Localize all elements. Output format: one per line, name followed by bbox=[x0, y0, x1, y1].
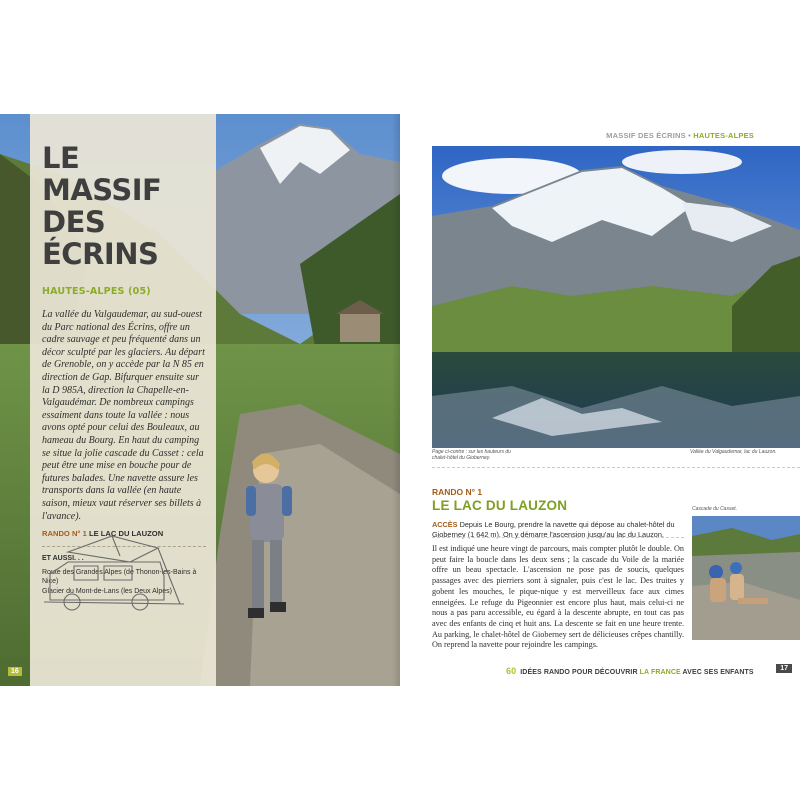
van-tent-sketch bbox=[40, 522, 190, 622]
rando-reference-label: RANDO N° 1 bbox=[42, 529, 87, 539]
page-number: 16 bbox=[8, 667, 22, 676]
photo-caption-right: Vallée du Valgaudemar, lac du Lauzon. bbox=[690, 449, 777, 455]
running-head bbox=[606, 131, 754, 140]
intro-text: La vallée du Valgaudemar, au sud-ouest du Parc national des Écrins, offre un cadre sauvage et peu fréquenté dans un décor sculpté par les glaciers. Au départ de Grenoble, on y accède par la N 85 en direction de Gap. Bifurquer ensuite sur la D 985A, direction la Chapelle-en-Valgaudémar. De nombreux campings essaiment dans toute la vallée : nous avons opté pour celui des Bouleaux, au hameau du Bourg. En haut du camping se situe la jolie cascade du Casset : cela peut être une mise en bouche pour de futures balades. Une navette assure les transports dans la vallée (en haute saison, mieux vaut réserver ses billets à l'avance). bbox=[42, 309, 205, 522]
running-head-separator: • bbox=[685, 131, 694, 140]
page-number: 17 bbox=[776, 664, 792, 673]
cascade-caption: Cascade du Casset. bbox=[692, 506, 738, 512]
rando-reference-title: LE LAC DU LAUZON bbox=[88, 529, 164, 539]
footer-text-c: AVEC SES ENFANTS bbox=[680, 669, 754, 676]
footer-text-b: LA FRANCE bbox=[639, 669, 681, 676]
title-line-2: DES ÉCRINS bbox=[42, 205, 159, 271]
title-line-1: LE MASSIF bbox=[42, 141, 162, 207]
see-also-heading: ET AUSSI. . . bbox=[42, 555, 84, 563]
hike-description: Il est indiqué une heure vingt de parcours, mais compter plutôt le double. On peut faire la boucle dans les deux sens ; la cascade du Voile de la mariée offre un beau spectacle. L'ascension ne pose pas de soucis, quelques passages avec des pierriers sont à signaler, puis c'est le lac. Des truites y gobent les mouches, le pique-nique y est merveilleux face aux cimes enneigées. Le refuge du Pigeonnier est encore plus haut, mais celui-ci ne nous a pas paru accessible, eu égard à la descente abrupte, en tout cas pas avec des enfants de cinq et huit ans. La descente se fait en une heure trente. Au parking, le chalet-hôtel de Gioberney sert de délicieuses crêpes chantilly. On reprend la navette pour rejoindre les campings. bbox=[432, 544, 684, 650]
access-text: Depuis Le Bourg, prendre la navette qui dépose au chalet-hôtel du Gioberney (1 642 m). On y démarre l'ascension jusqu'au lac du Lauzon. bbox=[432, 520, 675, 539]
access-divider bbox=[432, 537, 684, 538]
right-page bbox=[400, 114, 800, 686]
left-page bbox=[0, 114, 400, 686]
footer-number: 60 bbox=[506, 666, 517, 676]
see-also-item: Route des Grandes Alpes (de Thonon-les-Bains à Nice) bbox=[42, 569, 197, 586]
children-waterfall-photo bbox=[692, 516, 800, 640]
caption-divider bbox=[432, 467, 800, 468]
see-also-item: Glacier du Mont-de-Lans (les Deux Alpes) bbox=[42, 588, 172, 596]
running-head-section: MASSIF DES ÉCRINS bbox=[606, 131, 686, 140]
rando-title: LE LAC DU LAUZON bbox=[432, 498, 568, 513]
rando-number: RANDO N° 1 bbox=[432, 487, 483, 497]
access-label: ACCÈS bbox=[432, 520, 458, 529]
lake-mountain-photo bbox=[432, 146, 800, 448]
page-title bbox=[42, 142, 206, 270]
running-head-region: HAUTES-ALPES bbox=[693, 131, 754, 140]
region-label: HAUTES-ALPES (05) bbox=[42, 286, 151, 297]
footer-text-a: IDÉES RANDO POUR DÉCOUVRIR bbox=[518, 669, 640, 676]
photo-caption-left: Page ci-contre : sur les hauteurs du chalet-hôtel du Gioberney. bbox=[432, 449, 511, 461]
book-footer bbox=[506, 666, 754, 676]
intro-panel bbox=[30, 114, 216, 686]
